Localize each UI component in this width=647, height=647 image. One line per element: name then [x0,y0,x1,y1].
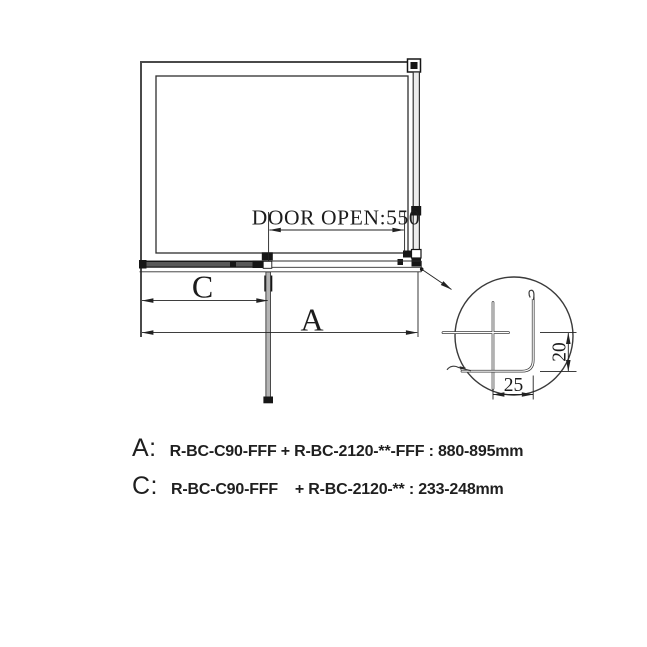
spec-row-a [132,434,523,463]
spec-c-value: R-BC-C90-FFF + R-BC-2120-** : 233-248mm [171,481,504,498]
spec-a-value: R-BC-C90-FFF + R-BC-2120-**-FFF : 880-895mm [169,443,524,460]
dim-c-label: C [191,268,214,305]
detail-depth-label: 20 [549,342,571,362]
detail-dimension-25 [493,375,533,400]
door-open-label: DOOR OPEN:550 [251,205,421,230]
dim-a-label: A [300,301,324,338]
detail-view [443,277,577,400]
dimension-c [142,269,268,305]
detail-leader [420,267,452,289]
spec-row-c [132,472,504,501]
wall-profile-block [408,59,421,72]
spec-c-key: C: [132,472,158,500]
detail-width-label: 25 [503,375,524,396]
dimension-a [142,272,418,338]
spec-a-key: A: [132,434,157,462]
enclosure-plan [139,59,421,403]
profile-top-hook [529,290,534,300]
outer-frame [141,62,414,337]
corner-fittings [398,250,422,267]
open-door-panel [263,272,273,403]
sliding-door-bar [139,260,268,269]
profile-bottom-clip [447,366,471,371]
door-end-cap [263,397,273,404]
cross-profile [443,303,509,389]
